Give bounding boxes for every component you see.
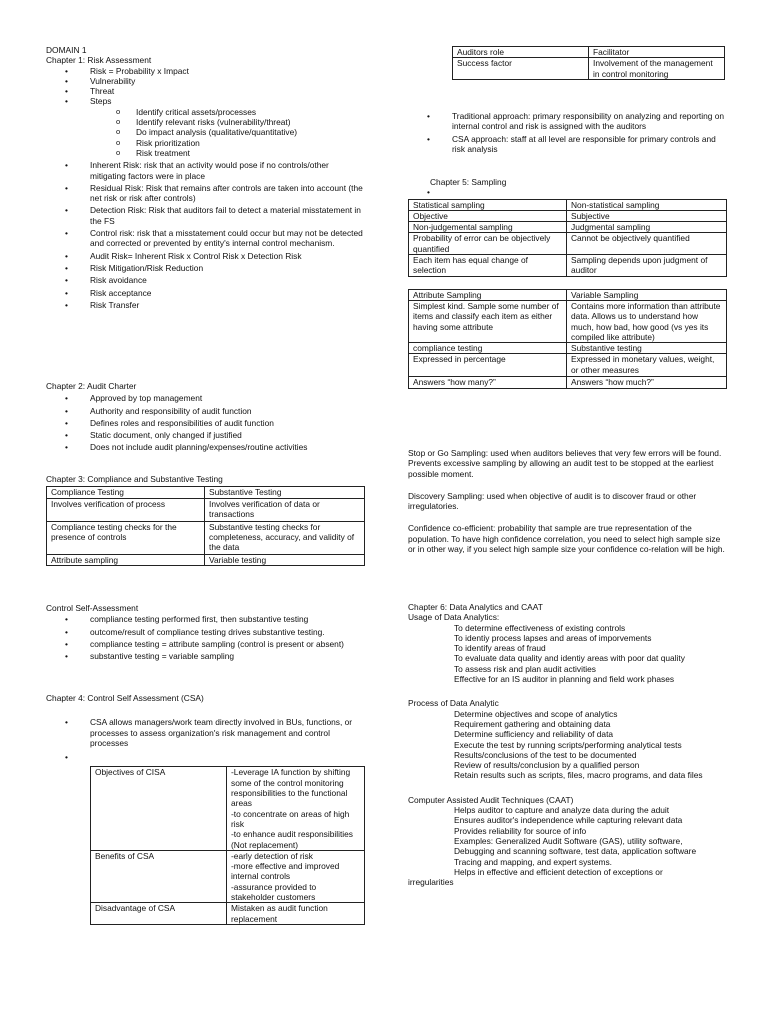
table-cell: Probability of error can be objectively quantified <box>409 233 567 255</box>
list-item: To evaluate data quality and identiy areas with poor dat quality <box>454 653 685 664</box>
list-item: Helps auditor to capture and analyze data during the aduit <box>454 805 670 816</box>
table-cell: Objectives of CISA <box>91 767 227 850</box>
list-item: Determine sufficiency and reliability of data <box>454 729 614 740</box>
table-cell: Objective <box>409 210 567 221</box>
table-cell: Judgmental sampling <box>567 222 727 233</box>
table-row <box>409 343 727 354</box>
role-table-section <box>408 46 726 80</box>
table-cell: Involvement of the management in control monitoring <box>589 58 725 80</box>
table-row <box>409 233 727 255</box>
process-title: Process of Data Analytic <box>408 698 499 709</box>
process-list <box>408 709 726 781</box>
table-cell: Involves verification of process <box>47 498 205 521</box>
table-cell: Non-statistical sampling <box>567 199 727 210</box>
table-cell: Variable testing <box>205 554 365 565</box>
table-row <box>91 903 365 925</box>
chapter-1-title: Chapter 1: Risk Assessment <box>46 55 152 66</box>
list-item: Ensures auditor's independence while capturing relevant data <box>454 815 683 826</box>
list-item: • Inherent Risk: risk that an activity would pose if no controls/other mitigating factors were in place <box>46 160 364 181</box>
list-item: To identiy process lapses and areas of imporvements <box>454 632 652 643</box>
list-item: • Audit Risk= Inherent Risk x Control Risk x Detection Risk <box>46 251 364 261</box>
chapter-5-title: Chapter 5: Sampling <box>430 177 507 187</box>
table-cell: Variable Sampling <box>567 289 727 300</box>
discovery-paragraph: Discovery Sampling: used when objective of audit is to discover fraud or other irregulatories. <box>408 490 697 512</box>
list-item: • compliance testing performed first, then substantive testing <box>46 614 364 624</box>
table-cell: Answers “how many?” <box>409 377 567 388</box>
list-item: To determine effectiveness of existing controls <box>454 622 626 633</box>
table-cell: Expressed in percentage <box>409 354 567 377</box>
usage-list <box>408 623 726 685</box>
list-item: Results/conclusions of the test to be documented <box>454 749 637 760</box>
table-cell: Substantive testing checks for completeness, accuracy, and validity of the data <box>205 521 365 554</box>
statistical-sampling-table <box>408 199 727 277</box>
table-row <box>409 289 727 300</box>
list-item: Debugging and scanning software, test data, application software <box>454 846 697 857</box>
table-cell: Benefits of CSA <box>91 850 227 902</box>
list-item: • Risk avoidance <box>46 275 364 285</box>
list-item: Determine objectives and scope of analytics <box>454 708 618 719</box>
table-row <box>47 554 365 565</box>
table-row <box>453 58 725 80</box>
list-item: Examples: Generalized Audit Software (GAS), utility software, <box>454 835 683 846</box>
table-row <box>409 222 727 233</box>
csa-list <box>46 614 364 661</box>
list-item: • Control risk: risk that a misstatement could occur but may not be detected and corrected or prevented by entity's internal control mechanism. <box>46 228 364 249</box>
csa-section <box>46 603 364 663</box>
table-cell: Contains more information than attribute data. Allows us to understand how much, how bad, how good (vs yes its compiled like attribute) <box>567 300 727 342</box>
list-item: • substantive testing = variable sampling <box>46 651 364 661</box>
list-item-steps <box>46 96 364 158</box>
chapter-4-list <box>46 717 364 762</box>
list-item: • Detection Risk: Risk that auditors fail to detect a material misstatement in the FS <box>46 205 364 226</box>
chapter-3-title: Chapter 3: Compliance and Substantive Testing <box>46 474 223 484</box>
list-item: • Risk = Probability x Impact <box>46 66 364 76</box>
table-row <box>409 354 727 377</box>
table-row <box>91 767 365 850</box>
csa-title: Control Self-Assessment <box>46 603 139 613</box>
table-cell: Answers “how much?” <box>567 377 727 388</box>
table-cell: Substantive Testing <box>205 487 365 498</box>
sub-list-item: o Do impact analysis (qualitative/quantitative) <box>46 127 364 137</box>
table-row <box>409 255 727 277</box>
table-cell: Attribute Sampling <box>409 289 567 300</box>
list-item: • Traditional approach: primary responsibility on analyzing and reporting on internal control and risk is assigned with the auditors <box>408 111 726 132</box>
table-row <box>409 377 727 388</box>
list-item: Helps in effective and efficient detection of exceptions or <box>454 866 663 877</box>
sub-list-item: o Risk treatment <box>46 148 364 158</box>
table-cell: Mistaken as audit function replacement <box>227 903 365 925</box>
list-item: • compliance testing = attribute sampling (control is present or absent) <box>46 639 364 649</box>
table-cell: Attribute sampling <box>47 554 205 565</box>
list-item: Execute the test by running scripts/performing analytical tests <box>454 739 682 750</box>
approach-list <box>408 111 726 154</box>
table-row <box>409 300 727 342</box>
chapter-5-list <box>408 187 726 197</box>
table-cell: Statistical sampling <box>409 199 567 210</box>
list-item: Review of results/conclusion by a qualified person <box>454 760 640 771</box>
caat-last-line: irregularities <box>408 877 454 888</box>
list-item: • Vulnerability <box>46 76 364 86</box>
table-cell: Cannot be objectively quantified <box>567 233 727 255</box>
stop-go-paragraph: Stop or Go Sampling: used when auditors believes that very few errors will be found. Prevents excessive sampling by allowing an audit test to be stopped at the earliest possible moment. <box>408 448 722 479</box>
sampling-notes-section <box>408 448 726 554</box>
list-item: • CSA approach: staff at all level are responsible for primary controls and risk analysis <box>408 134 726 155</box>
caat-title: Computer Assisted Audit Techniques (CAAT) <box>408 794 574 805</box>
list-item: • Authority and responsibility of audit function <box>46 406 364 416</box>
chapter-2-list <box>46 393 364 452</box>
list-item: • Risk Transfer <box>46 300 364 310</box>
list-item: Provides reliability for source of info <box>454 825 587 836</box>
table-row <box>91 850 365 902</box>
chapter-2-section <box>46 381 364 455</box>
chapter-5-section <box>408 177 726 389</box>
csa-objectives-table <box>90 766 365 924</box>
chapter-1-section <box>46 45 364 310</box>
table-cell: Facilitator <box>589 47 725 58</box>
sub-list-item: o Identify critical assets/processes <box>46 107 364 117</box>
list-item: To assess risk and plan audit activities <box>454 663 596 674</box>
table-cell: Disadvantage of CSA <box>91 903 227 925</box>
table-row <box>47 498 365 521</box>
table-cell: Involves verification of data or transactions <box>205 498 365 521</box>
steps-label: Steps <box>90 96 112 107</box>
table-cell: Simplest kind. Sample some number of items and classify each item as either having some attribute <box>409 300 567 342</box>
chapter-3-section <box>46 474 364 566</box>
table-row <box>47 521 365 554</box>
sub-list-item: o Risk prioritization <box>46 138 364 148</box>
chapter-1-list <box>46 66 364 311</box>
list-item: • Risk acceptance <box>46 288 364 298</box>
empty-list-item <box>408 187 726 197</box>
table-cell: Substantive testing <box>567 343 727 354</box>
chapter-2-title: Chapter 2: Audit Charter <box>46 381 137 391</box>
list-item: • Residual Risk: Risk that remains after controls are taken into account (the net risk or risk after controls) <box>46 183 364 204</box>
table-cell: Sampling depends upon judgment of auditor <box>567 255 727 277</box>
list-item: • Risk Mitigation/Risk Reduction <box>46 263 364 273</box>
chapter-6-title: Chapter 6: Data Analytics and CAAT <box>408 602 543 612</box>
usage-title: Usage of Data Analytics: <box>408 612 500 623</box>
table-cell: Expressed in monetary values, weight, or other measures <box>567 354 727 377</box>
table-cell: Success factor <box>453 58 589 80</box>
attribute-sampling-table <box>408 289 727 389</box>
list-item: Tracing and mapping, and expert systems. <box>454 856 612 867</box>
list-item: • Static document, only changed if justified <box>46 430 364 440</box>
table-cell: -Leverage IA function by shifting some of the control monitoring responsibilities to the functional areas -to concentrate on areas of high risk -to enhance audit responsibilities (Not replacement) <box>227 767 365 850</box>
list-item: • Does not include audit planning/expenses/routine activities <box>46 442 364 452</box>
table-cell: Auditors role <box>453 47 589 58</box>
table-cell: Subjective <box>567 210 727 221</box>
table-cell: Compliance testing checks for the presence of controls <box>47 521 205 554</box>
table-cell: Compliance Testing <box>47 487 205 498</box>
list-item: • Defines roles and responsibilities of audit function <box>46 418 364 428</box>
list-item: • CSA allows managers/work team directly involved in BUs, functions, or processes to assess organization's risk management and control processes <box>46 717 364 748</box>
list-item: • Approved by top management <box>46 393 364 403</box>
list-item: Retain results such as scripts, files, macro programs, and data files <box>454 770 703 781</box>
table-row <box>409 199 727 210</box>
chapter-4-title: Chapter 4: Control Self Assessment (CSA) <box>46 693 204 703</box>
table-row <box>47 487 365 498</box>
empty-list-item <box>46 752 364 762</box>
sub-list-item: o Identify relevant risks (vulnerability/threat) <box>46 117 364 127</box>
table-row <box>453 47 725 58</box>
table-cell: Non-judgemental sampling <box>409 222 567 233</box>
compliance-substantive-table <box>46 486 365 566</box>
table-cell: -early detection of risk -more effective and improved internal controls -assurance provided to stakeholder customers <box>227 850 365 902</box>
chapter-4-section <box>46 693 364 925</box>
table-cell: Each item has equal change of selection <box>409 255 567 277</box>
approach-section <box>408 111 726 154</box>
auditor-role-table <box>452 46 725 80</box>
chapter-6-section <box>408 602 726 887</box>
table-row <box>409 210 727 221</box>
table-cell: compliance testing <box>409 343 567 354</box>
confidence-paragraph: Confidence co-efficient: probability that sample are true representation of the population. To have high confidence correlation, you need to select high sample size or in other way, if you select high sample size your confidence co-relation will be high. <box>408 523 725 555</box>
caat-list <box>408 805 726 877</box>
list-item: • Threat <box>46 86 364 96</box>
list-item: • outcome/result of compliance testing drives substantive testing. <box>46 627 364 637</box>
list-item: To identify areas of fraud <box>454 643 546 654</box>
steps-list <box>90 107 364 158</box>
list-item: Requirement gathering and obtaining data <box>454 718 611 729</box>
list-item: Effective for an IS auditor in planning and field work phases <box>454 674 675 685</box>
domain-title: DOMAIN 1 <box>46 45 87 55</box>
